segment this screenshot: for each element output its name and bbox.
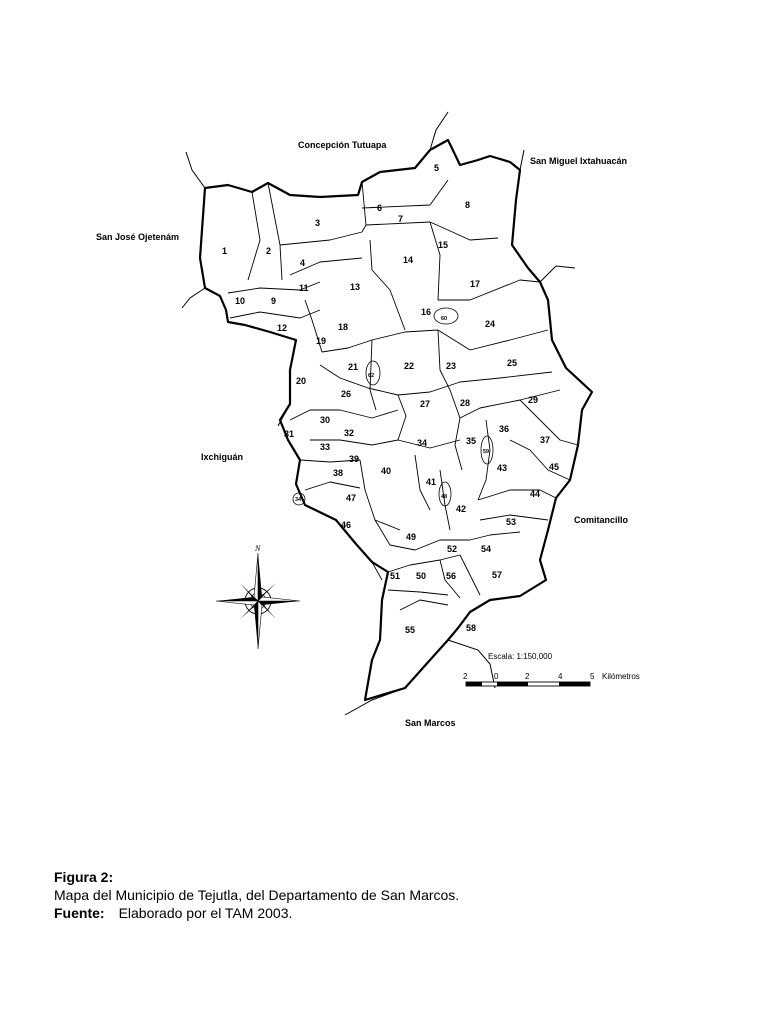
- zone-label: 6: [377, 203, 383, 213]
- figure-description: Mapa del Municipio de Tejutla, del Departamento de San Marcos.: [54, 887, 460, 903]
- zone-divisions: [228, 180, 578, 610]
- zone-label: 29: [528, 395, 539, 405]
- zone-label: 31: [284, 429, 295, 439]
- zone-label: 15: [438, 240, 449, 250]
- scale-tick: 0: [494, 672, 499, 681]
- zone-label: 1: [222, 246, 228, 256]
- compass-rose: [216, 544, 300, 649]
- zone-label: 9: [271, 296, 277, 306]
- zone-label: 50: [416, 571, 427, 581]
- zone-label: 16: [421, 307, 432, 317]
- neighbor-south: San Marcos: [405, 718, 456, 728]
- neighbor-east: Comitancillo: [574, 515, 629, 525]
- zone-label: 60: [441, 316, 448, 322]
- zone-label: 62: [368, 373, 375, 379]
- zone-label: 19: [316, 336, 327, 346]
- zone-label: 5: [434, 163, 440, 173]
- zone-label: 20: [296, 376, 307, 386]
- zone-label: 46: [341, 520, 352, 530]
- zone-label: 37: [540, 435, 551, 445]
- zone-labels: [222, 163, 559, 635]
- zone-label: 14: [403, 255, 414, 265]
- zone-label: 39: [349, 454, 360, 464]
- source-label: Fuente:: [54, 905, 105, 921]
- zone-label: 53: [506, 517, 517, 527]
- zone-label: 25: [507, 358, 518, 368]
- scale-unit: Kilómetros: [602, 672, 640, 681]
- zone-label: 18: [338, 322, 349, 332]
- scale-tick: 2: [525, 672, 530, 681]
- scale-bar: [463, 652, 640, 686]
- zone-label: 33: [320, 442, 331, 452]
- zone-label: 10: [235, 296, 246, 306]
- scale-tick: 4: [558, 672, 563, 681]
- neighbor-west: San José Ojetenám: [96, 232, 180, 242]
- scale-label: Escala: 1:150,000: [488, 652, 553, 661]
- zone-label: 56: [446, 571, 457, 581]
- zone-label: 24: [485, 319, 496, 329]
- zone-label: 8: [465, 200, 471, 210]
- scale-tick: 2: [463, 672, 468, 681]
- zone-label: 58: [466, 623, 477, 633]
- zone-label: 30: [320, 415, 331, 425]
- source-text: Elaborado por el TAM 2003.: [118, 905, 293, 921]
- zone-label: 17: [470, 279, 481, 289]
- compass-north-label: N: [255, 544, 261, 553]
- zone-label: 27: [420, 399, 431, 409]
- zone-label: 12: [277, 323, 288, 333]
- zone-label: 51: [390, 571, 401, 581]
- zone-label: 32: [344, 428, 355, 438]
- scale-tick: 5: [590, 672, 595, 681]
- figure-source-row: [54, 904, 734, 922]
- zone-label: 42: [456, 504, 467, 514]
- zone-label: 55: [405, 625, 416, 635]
- zone-label: 36: [499, 424, 510, 434]
- zone-label: 28: [460, 398, 471, 408]
- zone-label: 48: [441, 494, 448, 500]
- zone-label: 49: [406, 532, 417, 542]
- zone-label-34: 34: [295, 497, 302, 503]
- zone-label: 44: [530, 489, 541, 499]
- zone-label: 59: [483, 449, 490, 455]
- zone-label: 41: [426, 477, 437, 487]
- zone-label: 21: [348, 362, 359, 372]
- zone-label: 38: [333, 468, 344, 478]
- zone-label: 23: [446, 361, 457, 371]
- zone-label: 43: [497, 463, 508, 473]
- zone-label: 40: [381, 466, 392, 476]
- neighbor-northeast: San Miguel Ixtahuacán: [530, 156, 628, 166]
- zone-label: 34: [417, 438, 428, 448]
- zone-label: 2: [266, 246, 272, 256]
- zone-label: 7: [398, 214, 404, 224]
- zone-label: 11: [299, 283, 309, 293]
- zone-label: 26: [341, 389, 352, 399]
- zone-label: 3: [315, 218, 321, 228]
- zone-label: 35: [466, 436, 477, 446]
- neighbor-southwest: Ixchiguán: [201, 452, 244, 462]
- zone-label: 57: [492, 570, 503, 580]
- zone-label: 4: [300, 258, 306, 268]
- neighbor-north: Concepción Tutuapa: [298, 140, 387, 150]
- zone-label: 22: [404, 361, 415, 371]
- zone-label: 54: [481, 544, 492, 554]
- figure-caption: [54, 868, 734, 922]
- figure-label-row: [54, 868, 734, 886]
- zone-label: 52: [447, 544, 458, 554]
- figure-label: Figura 2:: [54, 869, 114, 885]
- zone-label: 45: [549, 462, 560, 472]
- zone-label: 13: [350, 282, 361, 292]
- zone-label: 47: [346, 493, 357, 503]
